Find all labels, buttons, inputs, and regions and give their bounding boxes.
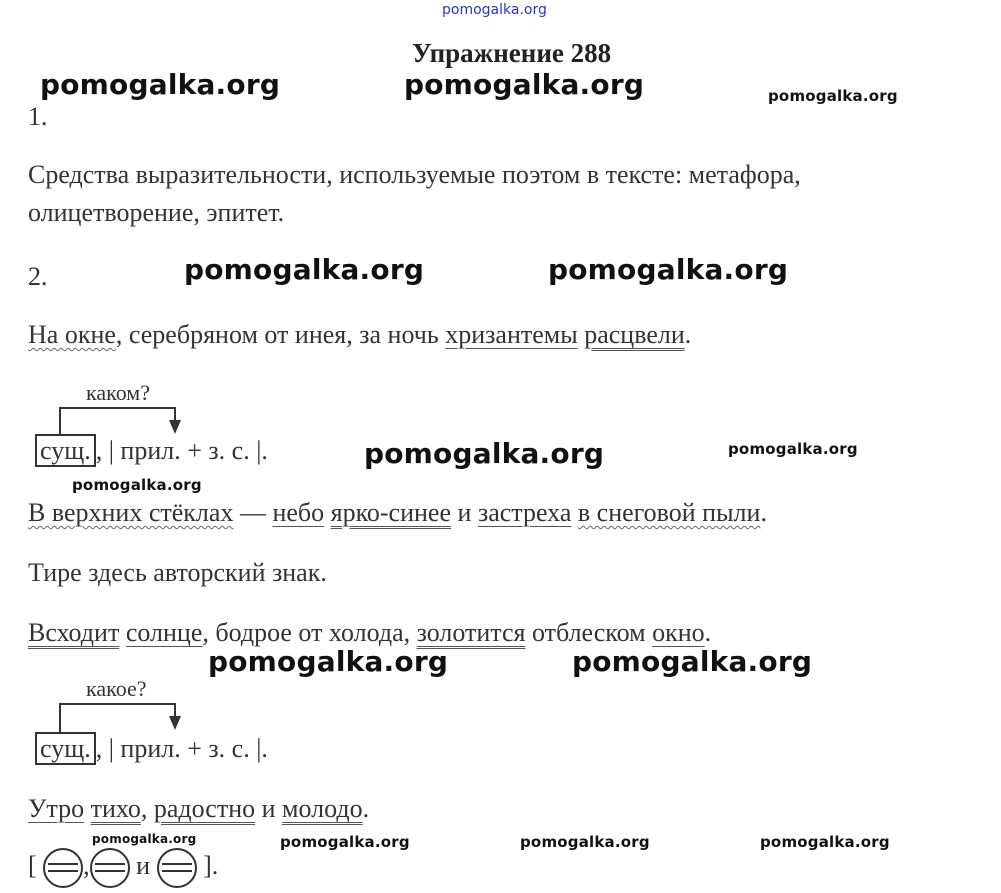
conjunction: и <box>136 850 151 880</box>
comma: , <box>95 734 103 763</box>
section-number-1: 1. <box>28 102 48 131</box>
text-line: Средства выразительности, используемые поэтом в тексте: метафора, <box>28 160 801 189</box>
text: , серебряном от инея, за ночь <box>115 320 446 349</box>
subject-word: хризантемы <box>445 320 578 349</box>
text: и <box>255 794 283 823</box>
comma: , <box>95 436 103 465</box>
adverbial-phrase: В верхних стёклах <box>28 498 234 527</box>
scheme-2 <box>35 734 268 764</box>
watermark: pomogalka.org <box>548 253 789 286</box>
note-line: Тире здесь авторский знак. <box>28 558 327 587</box>
subject-word: солнце <box>125 618 203 647</box>
predicate-word: золотится <box>416 618 526 647</box>
watermark: pomogalka.org <box>40 68 281 101</box>
watermark: pomogalka.org <box>72 476 202 494</box>
text: и <box>451 498 478 527</box>
watermark: pomogalka.org <box>520 833 650 851</box>
period: . <box>704 618 712 647</box>
adverbial-phrase: в снеговой пыли <box>577 498 761 527</box>
predicate-word: тихо <box>90 794 141 823</box>
text: , <box>140 794 154 823</box>
question-label: какое? <box>86 676 147 701</box>
period: . <box>760 498 767 527</box>
close-bracket: ]. <box>203 850 219 880</box>
noun-box: сущ. <box>35 434 96 467</box>
sentence-4 <box>28 794 369 824</box>
watermark-top: pomogalka.org <box>442 2 547 18</box>
text: , бодрое от холода, <box>202 618 417 647</box>
predicate-word: молодо <box>282 794 363 823</box>
open-bracket: [ <box>28 850 37 880</box>
sentence-3 <box>28 618 711 648</box>
watermark: pomogalka.org <box>184 253 425 286</box>
text-line: олицетворение, эпитет. <box>28 198 285 227</box>
predicate-word: ярко-синее <box>330 498 452 527</box>
exercise-title: Упражнение 288 <box>412 38 612 68</box>
watermark: pomogalka.org <box>92 832 197 846</box>
predicate-circle-icon <box>43 848 83 888</box>
scheme-rest: | прил. + з. с. |. <box>102 436 268 465</box>
adverbial-phrase: На окне <box>28 320 116 349</box>
scheme-3 <box>28 848 218 888</box>
sentence-2 <box>28 498 767 528</box>
predicate-circle-icon <box>90 848 130 888</box>
subject-word: небо <box>272 498 325 527</box>
section-number-2: 2. <box>28 262 48 291</box>
dash: — <box>233 498 273 527</box>
comma: , <box>83 850 90 880</box>
predicate-word: расцвели <box>584 320 685 349</box>
predicate-word: Всходит <box>28 618 120 647</box>
predicate-word: радостно <box>153 794 256 823</box>
watermark: pomogalka.org <box>572 645 813 678</box>
noun-box: сущ. <box>35 732 96 765</box>
text: отблеском <box>525 618 653 647</box>
sentence-1 <box>28 320 691 350</box>
watermark: pomogalka.org <box>760 833 890 851</box>
period: . <box>684 320 692 349</box>
scheme-rest: | прил. + з. с. |. <box>102 734 268 763</box>
watermark: pomogalka.org <box>280 833 410 851</box>
watermark: pomogalka.org <box>364 437 605 470</box>
subject-word: застреха <box>477 498 572 527</box>
watermark: pomogalka.org <box>728 440 858 458</box>
watermark: pomogalka.org <box>208 645 449 678</box>
predicate-circle-icon <box>157 848 197 888</box>
question-label: каком? <box>86 380 150 405</box>
period: . <box>362 794 370 823</box>
subject-word: Утро <box>28 794 85 823</box>
scheme-1 <box>35 436 268 466</box>
subject-word: окно <box>652 618 705 647</box>
watermark: pomogalka.org <box>768 87 898 105</box>
watermark: pomogalka.org <box>404 68 645 101</box>
